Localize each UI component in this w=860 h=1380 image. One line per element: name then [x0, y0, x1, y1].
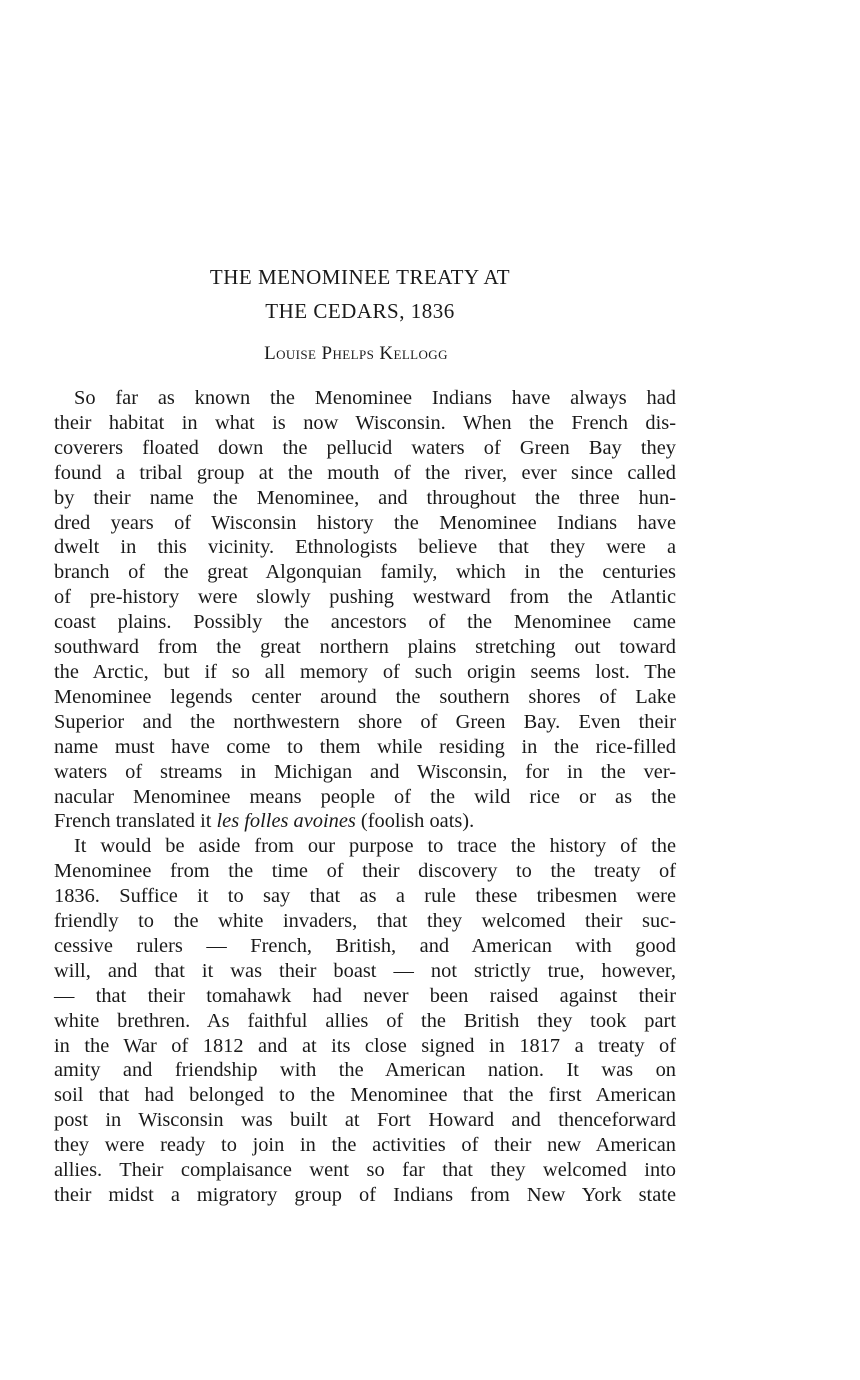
text-line: post in Wisconsin was built at Fort Howard and thenceforward — [54, 1109, 676, 1132]
text-line: by their name the Menominee, and throughout the three hun- — [54, 486, 676, 509]
text-line: their habitat in what is now Wisconsin. When the French dis- — [54, 411, 676, 434]
text-line: coast plains. Possibly the ancestors of the Menominee came — [54, 611, 676, 634]
article-body — [54, 386, 676, 1208]
text-line: So far as known the Menominee Indians have always had — [74, 387, 676, 409]
text-line: they were ready to join in the activities of their new American — [54, 1134, 676, 1157]
text-line: Superior and the northwestern shore of Green Bay. Even their — [54, 710, 676, 733]
article-title-line-2: THE CEDARS, 1836 — [265, 299, 455, 323]
text-run: French translated it — [54, 810, 217, 833]
text-line: coverers floated down the pellucid waters of Green Bay they — [54, 436, 676, 459]
text-run: (foolish oats). — [355, 810, 475, 833]
text-line: — that their tomahawk had never been raised against their — [54, 984, 676, 1007]
text-line: of pre-history were slowly pushing westward from the Atlantic — [54, 586, 676, 609]
text-line: name must have come to them while residing in the rice-filled — [54, 735, 676, 758]
paragraph-2 — [54, 834, 676, 1208]
text-line: allies. Their complaisance went so far that they welcomed into — [54, 1159, 676, 1182]
text-line: their midst a migratory group of Indians from New York state — [54, 1184, 676, 1206]
text-line: amity and friendship with the American nation. It was on — [54, 1059, 676, 1082]
text-line: will, and that it was their boast — not strictly true, however, — [54, 959, 676, 982]
text-line: found a tribal group at the mouth of the river, ever since called — [54, 461, 676, 484]
text-line: dred years of Wisconsin history the Menominee Indians have — [54, 511, 676, 534]
text-line: waters of streams in Michigan and Wisconsin, for in the ver- — [54, 760, 676, 783]
text-line: southward from the great northern plains stretching out toward — [54, 636, 676, 659]
text-line: Menominee legends center around the southern shores of Lake — [54, 685, 676, 708]
text-line: white brethren. As faithful allies of the British they took part — [54, 1009, 676, 1032]
text-line: the Arctic, but if so all memory of such origin seems lost. The — [54, 660, 676, 683]
text-line: cessive rulers — French, British, and American with good — [54, 934, 676, 957]
paragraph-1 — [54, 386, 676, 834]
text-line: nacular Menominee means people of the wild rice or as the — [54, 785, 676, 808]
article-author: Louise Phelps Kellogg — [264, 343, 448, 364]
text-line: soil that had belonged to the Menominee that the first American — [54, 1084, 676, 1107]
text-line: dwelt in this vicinity. Ethnologists believe that they were a — [54, 536, 676, 559]
text-line: It would be aside from our purpose to trace the history of the — [74, 835, 676, 858]
text-line: 1836. Suffice it to say that as a rule these tribesmen were — [54, 885, 676, 908]
article-title-line-1: THE MENOMINEE TREATY AT — [209, 265, 511, 289]
italic-phrase: les folles avoines — [216, 810, 356, 833]
text-line-last — [54, 809, 676, 834]
text-line: in the War of 1812 and at its close signed in 1817 a treaty of — [54, 1034, 676, 1057]
text-line: branch of the great Algonquian family, which in the centuries — [54, 561, 676, 584]
text-line: friendly to the white invaders, that they welcomed their suc- — [54, 910, 676, 933]
text-line: Menominee from the time of their discovery to the treaty of — [54, 860, 676, 883]
